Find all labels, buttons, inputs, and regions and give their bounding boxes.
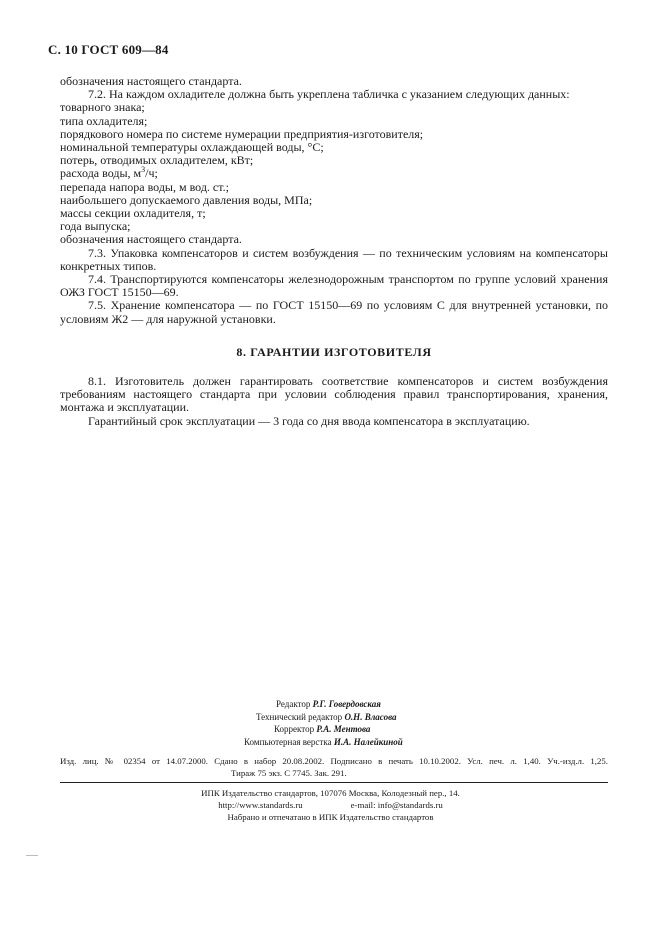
printed-by: Набрано и отпечатано в ИПК Издательство стандартов bbox=[227, 812, 434, 822]
water-flow-unit: /ч; bbox=[145, 166, 158, 181]
list-item: типа охладителя; bbox=[60, 113, 148, 128]
credit-role: Редактор bbox=[276, 699, 311, 709]
list-item-water-flow bbox=[60, 167, 608, 180]
list-item: года выпуска; bbox=[60, 219, 131, 234]
section-8-heading: 8. ГАРАНТИИ ИЗГОТОВИТЕЛЯ bbox=[236, 344, 432, 359]
clause-7-2-items bbox=[60, 101, 608, 246]
clause-7-4: 7.4. Транспортируются компенсаторы железнодорожным транспортом по группе условий хранения ОЖЗ ГОСТ 15150—69. bbox=[60, 272, 608, 300]
footer-divider bbox=[60, 782, 608, 783]
publication-line-1: Изд. лиц. № 02354 от 14.07.2000. Сдано в набор 20.08.2002. Подписано в печать 10.10.2002. Усл. печ. л. 1,40. Уч.-изд.л. 1,25. bbox=[60, 756, 608, 766]
credit-name: О.Н. Власова bbox=[344, 711, 397, 722]
warranty-period: Гарантийный срок эксплуатации — 3 года со дня ввода компенсатора в эксплуатацию. bbox=[88, 413, 530, 428]
credit-editor bbox=[0, 698, 661, 711]
list-item: массы секции охладителя, т; bbox=[60, 206, 206, 221]
list-item: номинальной температуры охлаждающей воды, °С; bbox=[60, 140, 324, 155]
list-item: перепада напора воды, м вод. ст.; bbox=[60, 179, 229, 194]
publication-line-2: Тираж 75 экз. С 7745. Зак. 291. bbox=[231, 768, 347, 778]
publisher-contacts bbox=[218, 799, 443, 811]
credit-role: Корректор bbox=[274, 724, 315, 734]
credit-name: Р.Г. Говердовская bbox=[312, 699, 381, 709]
publication-info bbox=[60, 755, 608, 779]
water-flow-text: расхода воды, м bbox=[60, 166, 142, 181]
clause-8-1: 8.1. Изготовитель должен гарантировать соответствие компенсаторов и систем возбуждения требованиям настоящего стандарта при условии соблюдения правил транспортирования, хранения, монтажа и эксплуатации. bbox=[60, 374, 608, 415]
list-item: наибольшего допускаемого давления воды, МПа; bbox=[60, 192, 313, 207]
list-item: товарного знака; bbox=[60, 100, 145, 115]
credit-role: Компьютерная верстка bbox=[244, 736, 332, 747]
clause-7-5: 7.5. Хранение компенсатора — по ГОСТ 15150—69 по условиям С для внутренней установки, по условиям Ж2 — для наружной установки. bbox=[60, 298, 608, 326]
credit-tech-editor bbox=[0, 711, 661, 724]
credit-name: Р.А. Ментова bbox=[316, 724, 371, 734]
editorial-credits bbox=[0, 698, 661, 748]
publisher-footer bbox=[0, 787, 661, 823]
superscript-3: 3 bbox=[141, 165, 146, 175]
publisher-website: http://www.standards.ru bbox=[218, 800, 303, 810]
credit-role: Технический редактор bbox=[256, 711, 343, 722]
text-line: обозначения настоящего стандарта. bbox=[60, 74, 242, 88]
list-item: потерь, отводимых охладителем, кВт; bbox=[60, 153, 254, 168]
publisher-address: ИПК Издательство стандартов, 107076 Москва, Колодезный пер., 14. bbox=[201, 788, 460, 798]
publisher-email: e-mail: info@standards.ru bbox=[350, 800, 443, 810]
credit-name: И.А. Налейкиной bbox=[333, 736, 403, 747]
list-item: порядкового номера по системе нумерации предприятия-изготовителя; bbox=[60, 126, 424, 141]
clause-7-2-intro: 7.2. На каждом охладителе должна быть укреплена табличка с указанием следующих данных: bbox=[88, 87, 570, 102]
scan-speck bbox=[26, 855, 38, 856]
page-header: С. 10 ГОСТ 609—84 bbox=[48, 42, 169, 57]
clause-7-3: 7.3. Упаковка компенсаторов и систем возбуждения — по техническим условиям на компенсаторы конкретных типов. bbox=[60, 245, 608, 273]
document-body bbox=[60, 75, 608, 428]
list-item: обозначения настоящего стандарта. bbox=[60, 232, 242, 247]
credit-proofreader bbox=[0, 723, 661, 736]
credit-layout bbox=[0, 736, 661, 749]
